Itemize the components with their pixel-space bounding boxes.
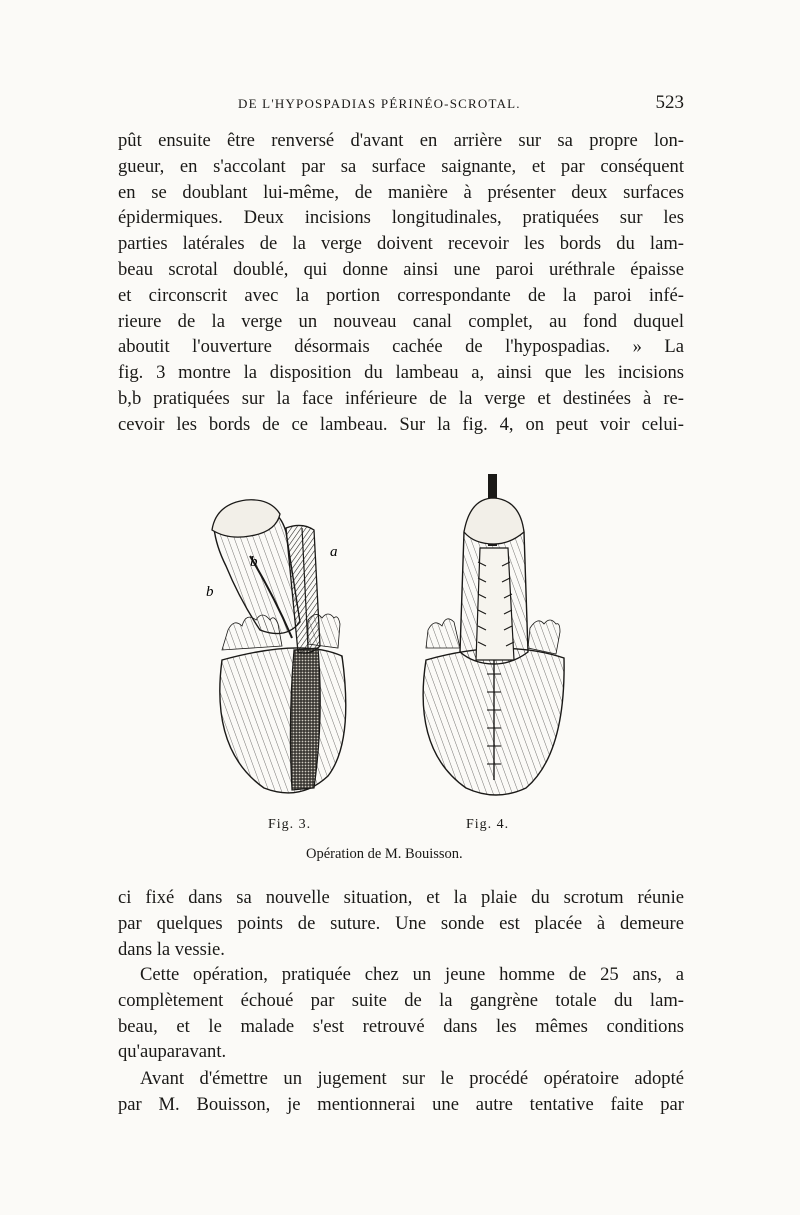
fig4-drawing [423,474,564,795]
text-line: rieure de la verge un nouveau canal complet, au fond duquel [118,310,684,332]
text-line: aboutit l'ouverture désormais cachée de l'hypospadias. » La [118,336,684,358]
text-line: par quelques points de suture. Une sonde est placée à demeure [118,912,684,934]
paragraph-3 [118,962,684,1065]
text-line: b,b pratiquées sur la face inférieure de la verge et destinées à re- [118,387,684,409]
text-line: fig. 3 montre la disposition du lambeau a, ainsi que les incisions [118,362,684,384]
illustration-drawing [190,470,610,870]
text-line: beau, et le malade s'est retrouvé dans les mêmes conditions [118,1015,684,1037]
figure-caption: Opération de M. Bouisson. [306,846,463,862]
text-line: et circonscrit avec la portion correspondante de la paroi infé- [118,284,684,306]
text-line: ci fixé dans sa nouvelle situation, et la plaie du scrotum réunie [118,887,684,908]
text-line: épidermiques. Deux incisions longitudinales, pratiquées sur les [118,207,684,229]
page-number: 523 [655,92,684,113]
text-line: Cette opération, pratiquée chez un jeune homme de 25 ans, a [140,964,684,985]
text-line: cevoir les bords de ce lambeau. Sur la fig. 4, on peut voir celui- [118,413,684,435]
text-line: en se doublant lui-même, de manière à présenter deux surfaces [118,181,684,203]
fig3-letter-a: a [330,544,338,560]
fig4-caption: Fig. 4. [466,817,510,832]
text-line: beau scrotal doublé, qui donne ainsi une paroi uréthrale épaisse [118,258,684,280]
text-line: parties latérales de la verge doivent recevoir les bords du lam- [118,233,684,255]
text-line: par M. Bouisson, je mentionnerai une autre tentative faite par [118,1093,684,1115]
text-line: gueur, en s'accolant par sa surface saignante, et par conséquent [118,155,684,177]
text-line: complètement échoué par suite de la gangrène totale du lam- [118,989,684,1011]
text-line: Avant d'émettre un jugement sur le procédé opératoire adopté [140,1068,684,1089]
paragraph-1 [118,128,684,438]
paragraph-2 [118,885,684,962]
fig3-letter-b-upper: b [250,554,258,570]
running-title: DE L'HYPOSPADIAS PÉRINÉO-SCROTAL. [238,96,521,111]
running-head [118,92,684,120]
fig3-drawing [206,500,346,793]
text-line: pût ensuite être renversé d'avant en arrière sur sa propre lon- [118,130,684,151]
paragraph-4 [118,1066,684,1118]
fig3-caption: Fig. 3. [268,817,312,832]
surgical-illustration [190,470,610,870]
text-line: dans la vessie. [118,938,225,960]
fig3-letter-b-lower: b [206,584,214,600]
text-line: qu'auparavant. [118,1041,227,1063]
